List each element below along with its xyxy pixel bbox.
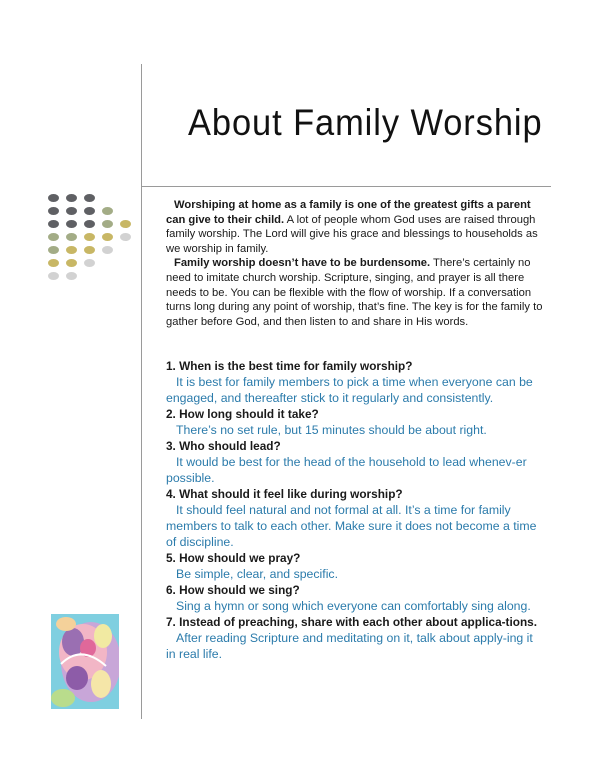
decorative-dot bbox=[84, 246, 95, 254]
decorative-dot bbox=[102, 233, 113, 241]
question-6: 6. How should we sing? bbox=[166, 583, 300, 597]
intro-paragraph-1 bbox=[166, 198, 544, 256]
decorative-dot-grid bbox=[48, 194, 134, 288]
clipart-grape bbox=[66, 666, 88, 690]
answer-4: It should feel natural and not formal at all. It’s a time for family members to talk to each other. Make sure it does not become a time of discipline. bbox=[166, 503, 537, 549]
intro-p2-bold: Family worship doesn’t have to be burdensome. bbox=[174, 257, 431, 270]
decorative-dot bbox=[48, 233, 59, 241]
decorative-dot bbox=[48, 246, 59, 254]
decorative-dot bbox=[84, 220, 95, 228]
decorative-clipart bbox=[51, 614, 119, 709]
decorative-dot bbox=[84, 207, 95, 215]
decorative-dot bbox=[66, 220, 77, 228]
horizontal-divider bbox=[141, 186, 551, 187]
answer-2: There’s no set rule, but 15 minutes should be about right. bbox=[176, 423, 487, 437]
clipart-lemon bbox=[94, 624, 112, 648]
intro-p1-bold: Worshiping at home as a family is one of the greatest gifts a parent can give to their child. bbox=[166, 199, 531, 226]
question-7: 7. Instead of preaching, share with each other about applica-tions. bbox=[166, 615, 538, 629]
decorative-dot bbox=[48, 272, 59, 280]
clipart-plum-fruit bbox=[62, 628, 84, 656]
question-5: 5. How should we pray? bbox=[166, 551, 301, 565]
clipart-peach bbox=[56, 617, 76, 631]
page-title: About Family Worship bbox=[188, 102, 543, 143]
decorative-dot bbox=[102, 207, 113, 215]
decorative-dot bbox=[48, 194, 59, 202]
intro-p2-text: There’s certainly no need to imitate church worship. Scripture, singing, and prayer is all there needs to be. You can be flexible with the flow of worship. If a conversation turns long during any point of worship, that’s fine. The key is for the family to gather before God, and then listen to and share in His words. bbox=[166, 257, 543, 328]
decorative-dot bbox=[84, 194, 95, 202]
faq-list bbox=[166, 358, 544, 662]
answer-5: Be simple, clear, and specific. bbox=[176, 567, 338, 581]
intro-paragraph-2 bbox=[166, 256, 544, 329]
decorative-dot bbox=[120, 220, 131, 228]
decorative-dot bbox=[102, 246, 113, 254]
intro-p1-text: A lot of people whom God uses are raised through family worship. The Lord will give his grace and blessings to households as we worship in family. bbox=[166, 213, 538, 255]
decorative-dot bbox=[66, 246, 77, 254]
clipart-leaf bbox=[51, 689, 75, 707]
answer-3: It would be best for the head of the household to lead whenev-er possible. bbox=[166, 455, 527, 485]
intro-section bbox=[166, 198, 544, 329]
question-2: 2. How long should it take? bbox=[166, 407, 319, 421]
clipart-pear bbox=[91, 670, 111, 698]
decorative-dot bbox=[48, 259, 59, 267]
decorative-dot bbox=[66, 194, 77, 202]
decorative-dot bbox=[84, 233, 95, 241]
decorative-dot bbox=[48, 207, 59, 215]
decorative-dot bbox=[48, 220, 59, 228]
decorative-dot bbox=[66, 259, 77, 267]
answer-7: After reading Scripture and meditating on it, talk about apply-ing it in real life. bbox=[166, 631, 533, 661]
decorative-dot bbox=[66, 272, 77, 280]
question-3: 3. Who should lead? bbox=[166, 439, 281, 453]
decorative-dot bbox=[66, 233, 77, 241]
question-1: 1. When is the best time for family worship? bbox=[166, 359, 413, 373]
answer-6: Sing a hymn or song which everyone can comfortably sing along. bbox=[176, 599, 531, 613]
vertical-divider bbox=[141, 64, 142, 719]
answer-1: It is best for family members to pick a time when everyone can be engaged, and thereafter stick to it regularly and consistently. bbox=[166, 375, 533, 405]
decorative-dot bbox=[120, 233, 131, 241]
question-4: 4. What should it feel like during worship? bbox=[166, 487, 403, 501]
decorative-dot bbox=[84, 259, 95, 267]
decorative-dot bbox=[66, 207, 77, 215]
decorative-dot bbox=[102, 220, 113, 228]
